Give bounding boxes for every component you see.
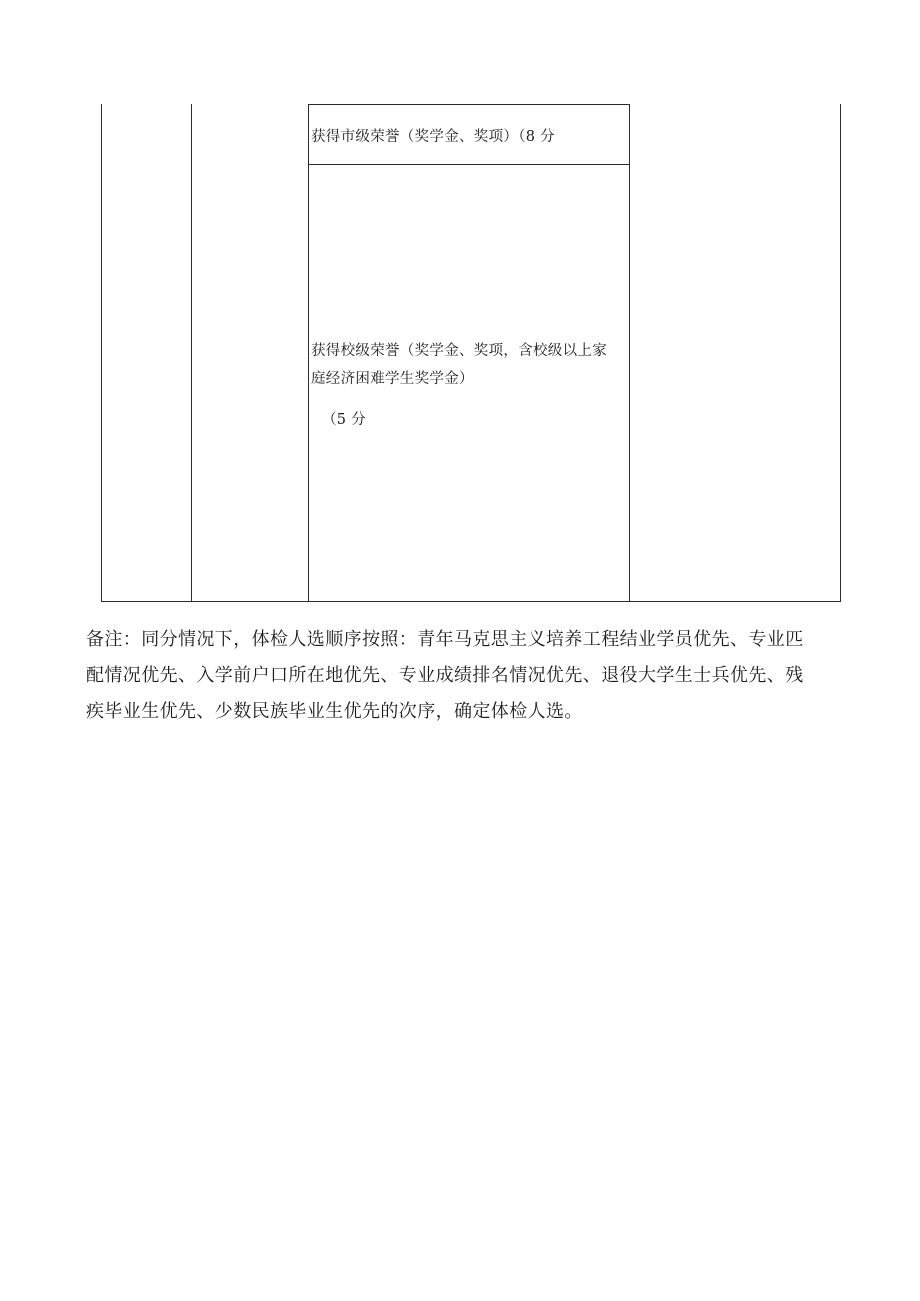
- table-row-city-honor: 获得市级荣誉（奖学金、奖项）（8 分: [311, 129, 555, 145]
- row-divider: [308, 164, 630, 165]
- remarks-line: 配情况优先、入学前户口所在地优先、专业成绩排名情况优先、退役大学生士兵优先、残: [86, 665, 804, 686]
- table-right-border: [840, 104, 841, 602]
- table-row-school-honor-line2: 庭经济困难学生奖学金）: [311, 371, 474, 387]
- table-column-divider-1: [191, 104, 192, 602]
- table-column-divider-2: [308, 104, 309, 602]
- table-left-border: [101, 104, 102, 602]
- remarks-note: [86, 622, 866, 730]
- table-bottom-border: [101, 601, 841, 602]
- remarks-line: 疾毕业生优先、少数民族毕业生优先的次序，确定体检人选。: [86, 701, 583, 722]
- table-row-school-honor-score: （5 分: [322, 412, 367, 428]
- remarks-line: 备注：同分情况下，体检人选顺序按照：青年马克思主义培养工程结业学员优先、专业匹: [86, 629, 804, 650]
- table-row-school-honor-line1: 获得校级荣誉（奖学金、奖项，含校级以上家: [311, 343, 607, 359]
- item-cell-top-border: [308, 104, 630, 105]
- table-column-divider-3: [629, 104, 630, 602]
